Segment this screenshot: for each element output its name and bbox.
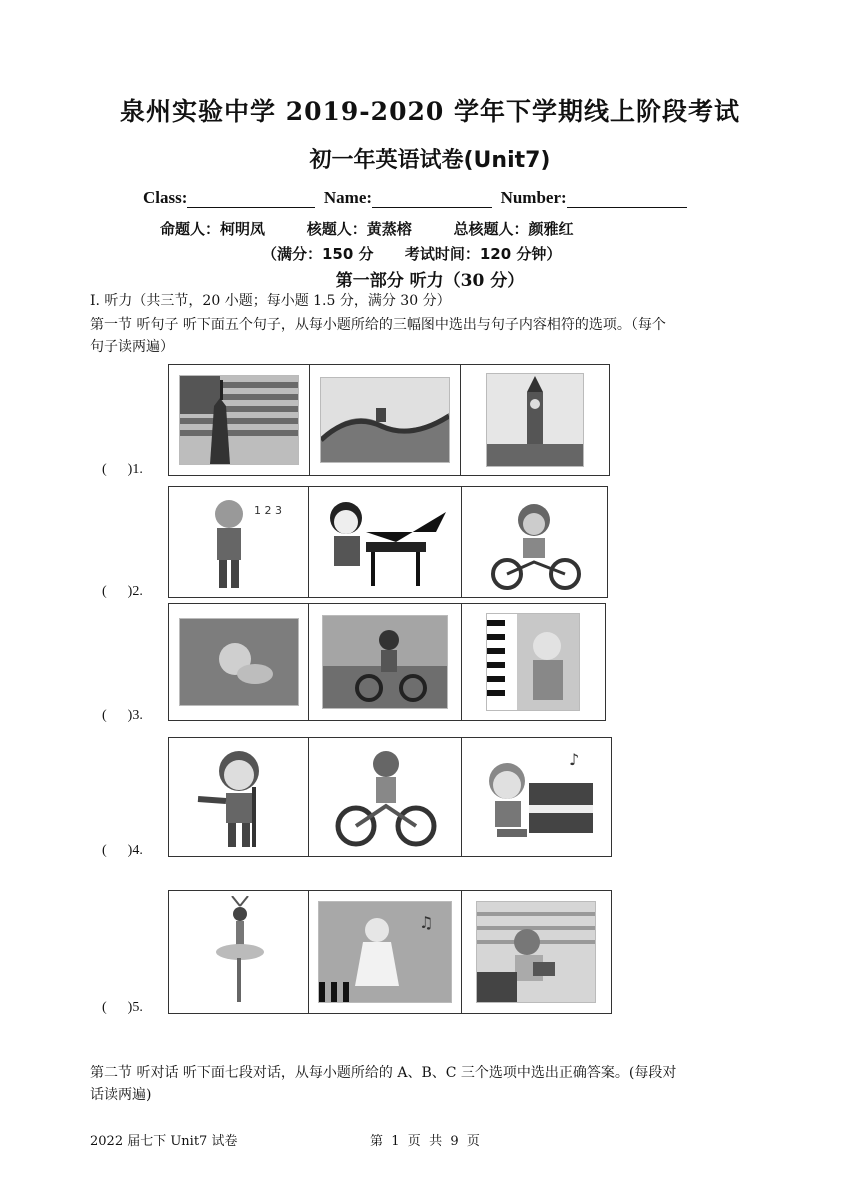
- class-label: Class:: [143, 188, 188, 207]
- boy-singing-icon: [184, 743, 294, 851]
- great-wall-icon: [320, 377, 450, 463]
- section1-instruction: 第一节 听句子 听下面五个句子，从每小题所给的三幅图中选出与句子内容相符的选项。（每个 句子读两遍）: [90, 317, 666, 355]
- part-title: 第一部分 听力（30 分）: [335, 271, 525, 291]
- authors-line: 命题人：柯明凤 核题人：黄蒸榕 总核题人：颜雅红: [160, 220, 574, 238]
- number-blank[interactable]: [567, 189, 687, 208]
- question-1-label: ( )1.: [102, 462, 143, 477]
- number-label: Number:: [500, 188, 567, 207]
- boy-counting-icon: [184, 492, 294, 592]
- svg-text:♫: ♫: [419, 913, 434, 932]
- score-time-line: （满分：150 分 考试时间：120 分钟）: [262, 245, 562, 263]
- girl-piano-music-icon: [318, 901, 452, 1003]
- svg-text:1 2 3: 1 2 3: [253, 504, 282, 517]
- question-5-pictures: [168, 890, 612, 1014]
- child-bike-icon: [322, 615, 448, 709]
- baby-swimming-icon: [179, 618, 299, 706]
- question-4-pictures: [168, 737, 612, 857]
- section2-instruction: 第二节 听对话 听下面七段对话，从每小题所给的 A、B、C 三个选项中选出正确答案。(每段对 话读两遍): [90, 1065, 677, 1103]
- child-piano-icon: [486, 613, 580, 711]
- option-c-picture[interactable]: [462, 487, 607, 597]
- option-c-picture[interactable]: [462, 604, 605, 720]
- option-a-picture[interactable]: [169, 738, 309, 856]
- exam-title: 泉州实验中学 2019-2020 学年下学期线上阶段考试: [120, 97, 740, 126]
- ballet-dancer-icon: [184, 896, 294, 1008]
- girl-reading-icon: [476, 901, 596, 1003]
- name-blank[interactable]: [372, 189, 492, 208]
- option-b-picture[interactable]: [309, 738, 461, 856]
- option-b-picture[interactable]: [309, 604, 461, 720]
- bicycle-icon: [330, 744, 440, 850]
- class-blank[interactable]: [187, 189, 315, 208]
- question-3-label: ( )3.: [102, 708, 143, 723]
- option-a-picture[interactable]: [169, 891, 309, 1013]
- exam-subtitle: 初一年英语试卷(Unit7): [309, 148, 551, 173]
- piano-icon: [316, 492, 454, 592]
- bike-riding-icon: [479, 492, 589, 592]
- question-4-label: ( )4.: [102, 843, 143, 858]
- option-c-picture[interactable]: [462, 891, 611, 1013]
- option-a-picture[interactable]: [169, 604, 309, 720]
- section1-heading: Ⅰ. 听力（共三节，20 小题；每小题 1.5 分，满分 30 分）: [90, 293, 451, 309]
- option-a-picture[interactable]: [169, 487, 309, 597]
- option-c-picture[interactable]: [461, 365, 609, 475]
- option-a-picture[interactable]: [169, 365, 310, 475]
- statue-of-liberty-icon: [179, 375, 299, 465]
- question-2-label: ( )2.: [102, 584, 143, 599]
- question-5-label: ( )5.: [102, 1000, 143, 1015]
- name-label: Name:: [323, 188, 373, 207]
- page-number: 第 1 页 共 9 页: [370, 1134, 480, 1149]
- question-3-pictures: [168, 603, 606, 721]
- footer-left: 2022 届七下 Unit7 试卷: [90, 1134, 238, 1149]
- student-info-line: [143, 188, 687, 208]
- option-b-picture[interactable]: [310, 365, 461, 475]
- question-1-pictures: [168, 364, 610, 476]
- question-2-pictures: [168, 486, 608, 598]
- big-ben-icon: [486, 373, 584, 467]
- svg-text:♪: ♪: [569, 750, 580, 769]
- option-b-picture[interactable]: [309, 891, 461, 1013]
- option-c-picture[interactable]: [462, 738, 611, 856]
- piano-music-icon: [473, 745, 599, 849]
- option-b-picture[interactable]: [309, 487, 461, 597]
